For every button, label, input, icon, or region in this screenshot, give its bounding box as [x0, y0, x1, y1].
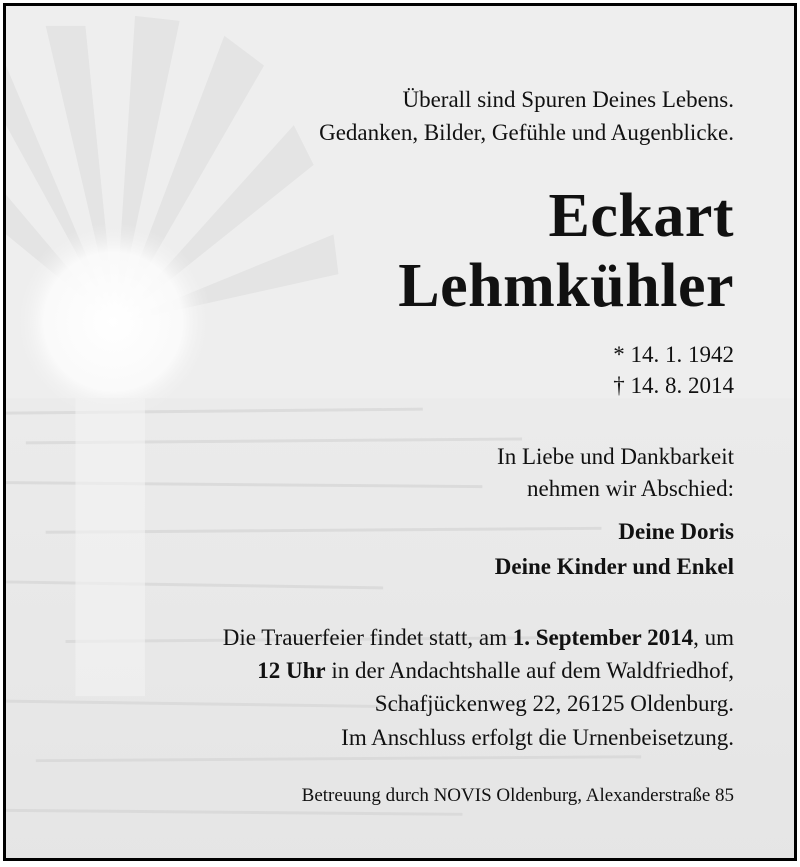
notice-text [6, 6, 794, 858]
ceremony-venue: in der Andachtshalle auf dem Waldfriedhof, [325, 658, 734, 683]
mourner-family: Deine Kinder und Enkel [494, 554, 734, 579]
mourner-spouse: Deine Doris [618, 519, 734, 544]
ceremony-line-1 [223, 622, 734, 653]
ceremony-address: Schafjückenweg 22, 26125 Oldenburg. [374, 691, 734, 716]
ceremony-date: 1. September 2014 [512, 625, 694, 650]
deceased-first-name: Eckart [548, 182, 734, 250]
farewell-line-1: In Liebe und Dankbarkeit [497, 444, 734, 469]
ceremony-time: 12 Uhr [257, 658, 326, 683]
ceremony-line-1-pre: Die Trauerfeier findet statt, am [222, 625, 513, 650]
ceremony-line-1-post: , um [693, 625, 734, 650]
death-date: † 14. 8. 2014 [613, 373, 734, 398]
funeral-home-credit: Betreuung durch NOVIS Oldenburg, Alexanderstraße 85 [301, 785, 734, 806]
farewell-line-2: nehmen wir Abschied: [527, 476, 734, 501]
obituary-notice [3, 3, 797, 861]
motto-line-2: Gedanken, Bilder, Gefühle und Augenblicke. [319, 120, 734, 145]
deceased-last-name: Lehmkühler [398, 252, 734, 320]
ceremony-urn-burial: Im Anschluss erfolgt die Urnenbeisetzung. [341, 725, 734, 750]
ceremony-line-2 [257, 655, 734, 686]
birth-date: * 14. 1. 1942 [613, 342, 734, 367]
motto-line-1: Überall sind Spuren Deines Lebens. [402, 87, 734, 112]
